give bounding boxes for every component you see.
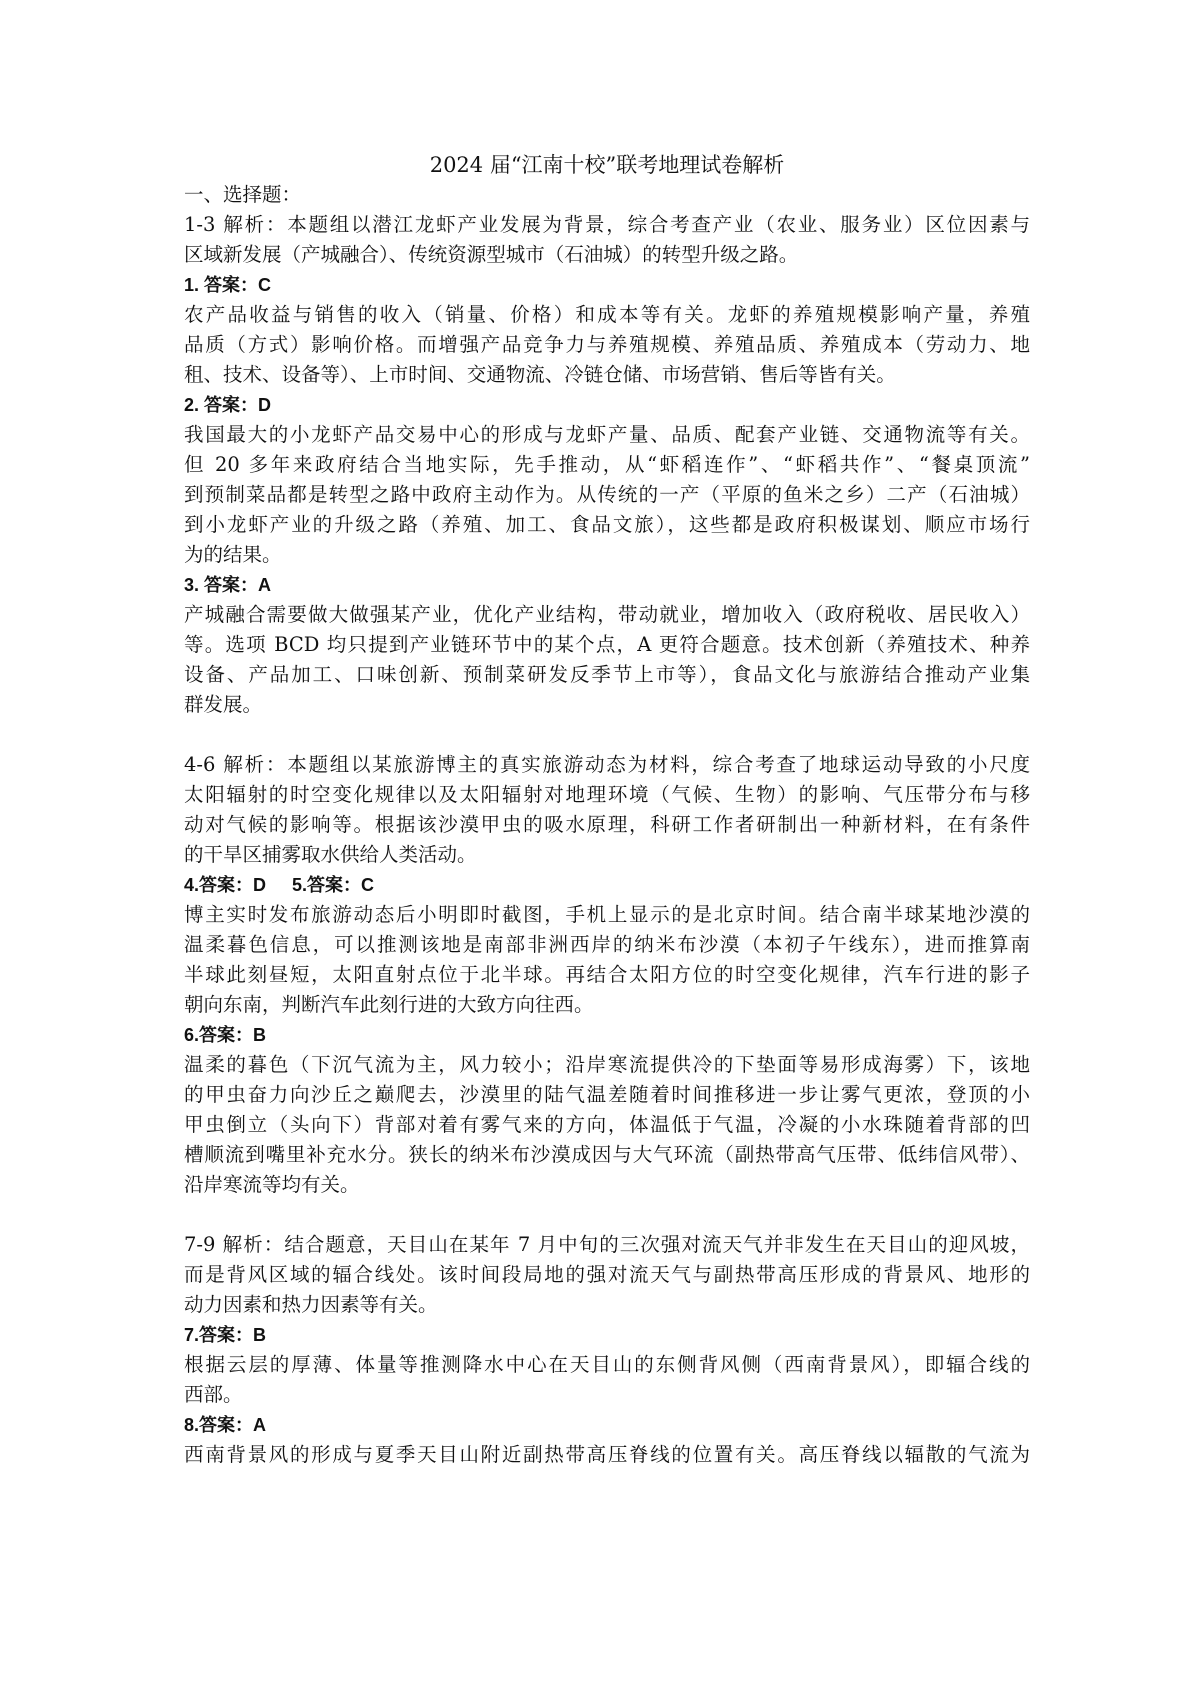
group-4-6-intro-line: 4-6 解析：本题组以某旅游博主的真实旅游动态为材料，综合考查了地球运动导致的小尺度: [184, 753, 1030, 776]
explanation-q2-line: 到小龙虾产业的升级之路（养殖、加工、食品文旅），这些都是政府积极谋划、顺应市场行: [184, 513, 1030, 536]
answer-q6: 6.答案：B: [184, 1025, 267, 1045]
section-heading: 一、选择题：: [184, 183, 302, 206]
explanation-q3-line: 群发展。: [184, 693, 263, 716]
explanation-q1-line: 品质（方式）影响价格。而增强产品竞争力与养殖规模、养殖品质、养殖成本（劳动力、地: [184, 333, 1030, 356]
group-1-3-intro-line: 区域新发展（产城融合）、传统资源型城市（石油城）的转型升级之路。: [184, 243, 799, 266]
group-1-3-intro-line: 1-3 解析：本题组以潜江龙虾产业发展为背景，综合考查产业（农业、服务业）区位因素与: [184, 213, 1030, 236]
group-7-9-intro-line: 动力因素和热力因素等有关。: [184, 1293, 438, 1316]
explanation-q4-q5-line: 半球此刻昼短，太阳直射点位于北半球。再结合太阳方位的时空变化规律，汽车行进的影子: [184, 963, 1030, 986]
document-title: 2024 届“江南十校”联考地理试卷解析: [429, 153, 785, 177]
explanation-q2-line: 为的结果。: [184, 543, 282, 566]
answer-q4: 4.答案：D: [184, 875, 267, 895]
explanation-q4-q5-line: 温柔暮色信息，可以推测该地是南部非洲西岸的纳米布沙漠（本初子午线东），进而推算南: [184, 933, 1030, 956]
answer-q7: 7.答案：B: [184, 1325, 267, 1345]
explanation-q3-line: 产城融合需要做大做强某产业，优化产业结构，带动就业，增加收入（政府税收、居民收入）: [184, 603, 1030, 626]
explanation-q4-q5-line: 博主实时发布旅游动态后小明即时截图，手机上显示的是北京时间。结合南半球某地沙漠的: [184, 903, 1030, 926]
explanation-q3-line: 设备、产品加工、口味创新、预制菜研发反季节上市等），食品文化与旅游结合推动产业集: [184, 663, 1030, 686]
explanation-q2-line: 我国最大的小龙虾产品交易中心的形成与龙虾产量、品质、配套产业链、交通物流等有关。: [184, 423, 1030, 446]
explanation-q1-line: 农产品收益与销售的收入（销量、价格）和成本等有关。龙虾的养殖规模影响产量，养殖: [184, 303, 1030, 326]
explanation-q6-line: 甲虫倒立（头向下）背部对着有雾气来的方向，体温低于气温，冷凝的小水珠随着背部的凹: [184, 1113, 1030, 1136]
explanation-q2-line: 到预制菜品都是转型之路中政府主动作为。从传统的一产（平原的鱼米之乡）二产（石油城）: [184, 483, 1030, 506]
explanation-q7-line: 西部。: [184, 1383, 243, 1406]
group-4-6-intro-line: 的干旱区捕雾取水供给人类活动。: [184, 843, 477, 866]
group-4-6-intro-line: 动对气候的影响等。根据该沙漠甲虫的吸水原理，科研工作者研制出一种新材料，在有条件: [184, 813, 1030, 836]
explanation-q6-line: 沿岸寒流等均有关。: [184, 1173, 360, 1196]
group-4-6-intro-line: 太阳辐射的时空变化规律以及太阳辐射对地理环境（气候、生物）的影响、气压带分布与移: [184, 783, 1030, 806]
answer-q4-q5: [184, 870, 374, 900]
answer-q2: 2. 答案：D: [184, 395, 272, 415]
group-7-9-intro-line: 而是背风区域的辐合线处。该时间段局地的强对流天气与副热带高压形成的背景风、地形的: [184, 1263, 1030, 1286]
explanation-q3-line: 等。选项 BCD 均只提到产业链环节中的某个点，A 更符合题意。技术创新（养殖技术、种养: [184, 633, 1030, 656]
group-7-9-intro-line: 7-9 解析：结合题意，天目山在某年 7 月中旬的三次强对流天气并非发生在天目山的迎风坡，: [184, 1233, 1030, 1256]
explanation-q8-line: 西南背景风的形成与夏季天目山附近副热带高压脊线的位置有关。高压脊线以辐散的气流为: [184, 1443, 1030, 1466]
explanation-q2-line: 但 20 多年来政府结合当地实际，先手推动，从“虾稻连作”、“虾稻共作”、“餐桌顶流”: [184, 453, 1030, 476]
answer-q3: 3. 答案：A: [184, 575, 272, 595]
explanation-q4-q5-line: 朝向东南，判断汽车此刻行进的大致方向往西。: [184, 993, 594, 1016]
explanation-q6-line: 槽顺流到嘴里补充水分。狭长的纳米布沙漠成因与大气环流（副热带高气压带、低纬信风带）、: [184, 1143, 1030, 1166]
answer-q8: 8.答案：A: [184, 1415, 267, 1435]
answer-q5: 5.答案：C: [292, 875, 375, 895]
explanation-q1-line: 租、技术、设备等）、上市时间、交通物流、冷链仓储、市场营销、售后等皆有关。: [184, 363, 896, 386]
explanation-q6-line: 的甲虫奋力向沙丘之巅爬去，沙漠里的陆气温差随着时间推移进一步让雾气更浓，登顶的小: [184, 1083, 1030, 1106]
answer-q1: 1. 答案：C: [184, 275, 272, 295]
explanation-q6-line: 温柔的暮色（下沉气流为主，风力较小；沿岸寒流提供冷的下垫面等易形成海雾）下，该地: [184, 1053, 1030, 1076]
document-page: [184, 0, 1030, 1698]
explanation-q7-line: 根据云层的厚薄、体量等推测降水中心在天目山的东侧背风侧（西南背景风），即辐合线的: [184, 1353, 1030, 1376]
